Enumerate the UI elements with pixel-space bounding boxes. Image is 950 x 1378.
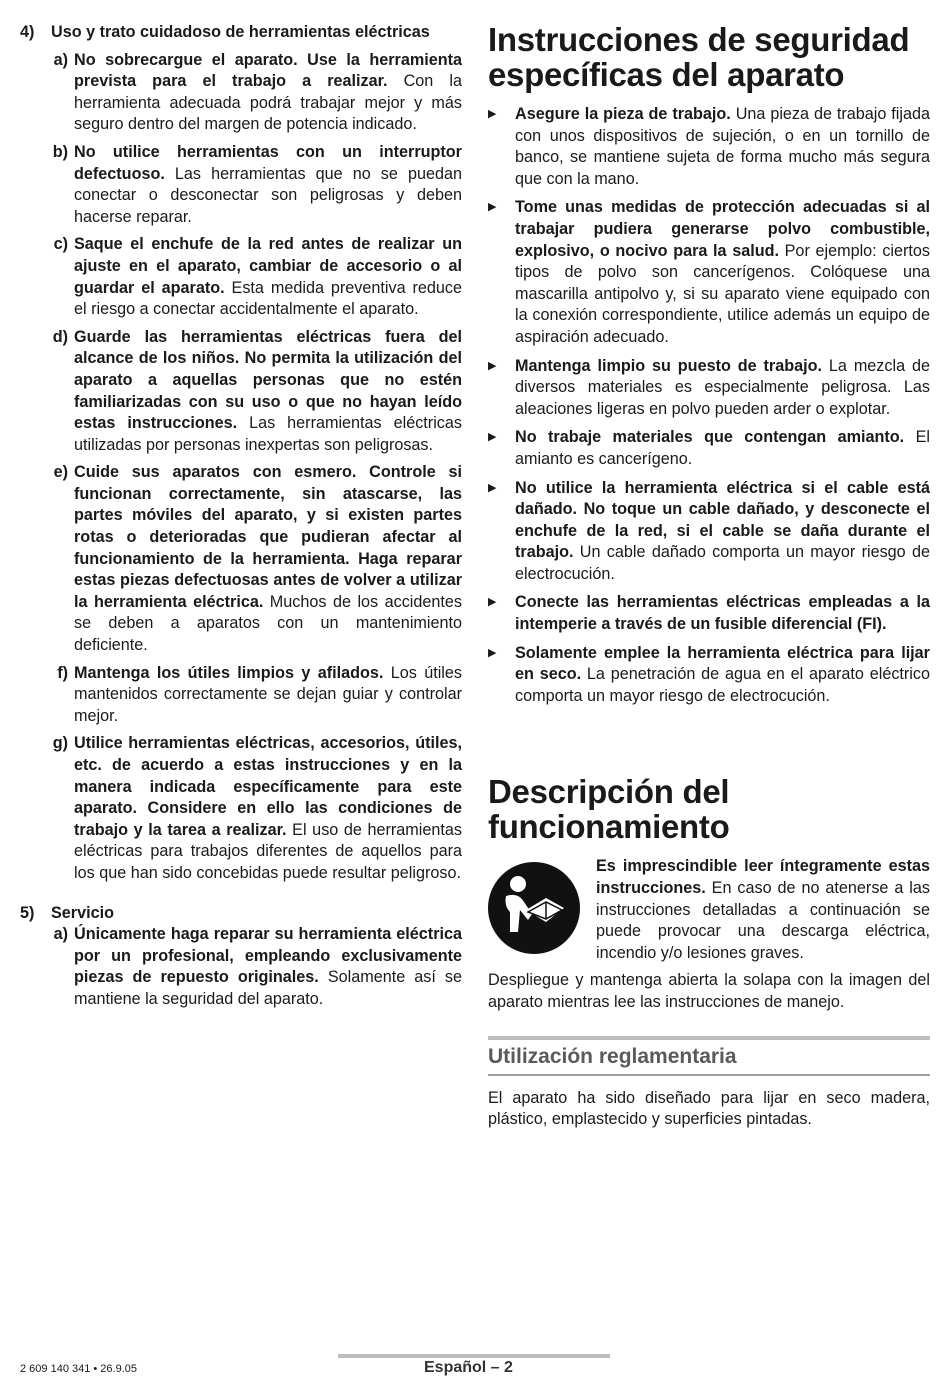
bullet-plain-text: La penetración de agua en el aparato eléctrico comporta un mayor riesgo de electrocución. [515, 665, 930, 705]
item-plain-text: Solamente así se mantiene la seguridad del aparato. [74, 968, 462, 1008]
section-5-items [20, 924, 462, 1010]
item-bold-text: No sobrecargue el aparato. Use la herramienta prevista para el trabajo a realizar. [74, 50, 462, 91]
item-bold-text: No utilice herramientas con un interruptor defectuoso. [74, 142, 462, 183]
safety-bullet [488, 104, 930, 190]
item-plain-text: Los útiles mantenidos correctamente se dejan guiar y controlar mejor. [74, 663, 462, 725]
safety-bullet [488, 643, 930, 708]
bullet-plain-text: Una pieza de trabajo fijada con unos dispositivos de sujeción, o en un tornillo de banco, se mantiene sujeta de forma mucho más segura que con la mano. [515, 105, 930, 188]
bullet-bold-text: No trabaje materiales que contengan amianto. [515, 428, 905, 447]
footer-page-number: Español – 2 [424, 1359, 513, 1376]
usage-text: El aparato ha sido diseñado para lijar en seco madera, plástico, emplastecido y superficies pintadas. [488, 1088, 930, 1129]
bullet-arrow-icon: ▶ [488, 431, 497, 444]
bullet-bold-text: Conecte las herramientas eléctricas empleadas a la intemperie a través de un fusible diferencial (FI). [515, 593, 930, 634]
usage-title: Utilización reglamentaria [488, 1036, 930, 1076]
item-plain-text: Las herramientas eléctricas utilizadas por personas inexpertas son peligrosas. [74, 414, 462, 454]
item-letter: g) [52, 734, 68, 753]
item-plain-text: El uso de herramientas eléctricas para trabajos diferentes de aquellos para los que han sido concebidas puede resultar peligroso. [74, 820, 462, 882]
section-5-heading [20, 903, 462, 925]
item-letter: e) [53, 463, 68, 482]
bullet-plain-text: Un cable dañado comporta un mayor riesgo de electrocución. [515, 543, 930, 583]
fold-out-text: Despliegue y mantenga abierta la solapa con la imagen del aparato mientras lee las instrucciones de manejo. [488, 971, 930, 1011]
item-bold-text: Saque el enchufe de la red antes de realizar un ajuste en el aparato, cambiar de accesorio o al guardar el aparato. [74, 235, 462, 297]
item-plain-text: Esta medida preventiva reduce el riesgo a conectar accidentalmente el aparato. [74, 278, 462, 319]
item-plain-text: Las herramientas que no se puedan conectar o desconectar son peligrosas y deben hacerse reparar. [74, 164, 462, 226]
item-plain-text: Muchos de los accidentes se deben a aparatos con un mantenimiento deficiente. [74, 592, 463, 655]
section-4-item-d [20, 327, 462, 457]
section-5-item-a [20, 924, 462, 1010]
section-4-heading [20, 22, 462, 44]
item-bold-text: Únicamente haga reparar su herramienta eléctrica por un profesional, empleando exclusivamente piezas de repuesto originales. [74, 925, 462, 987]
bullet-text [515, 592, 930, 635]
bullet-bold-text: No utilice la herramienta eléctrica si el cable está dañado. No toque un cable dañado, y desconecte el enchufe de la red, si el cable se daña durante el trabajo. [515, 478, 930, 562]
safety-bullet [488, 356, 930, 421]
item-text [74, 50, 462, 136]
section-4-items [20, 50, 462, 885]
section-4-item-g [20, 733, 462, 884]
notice-rest: En caso de no atenerse a las instrucciones detalladas a continuación se puede provocar una descarga eléctrica, incendio y/o lesiones graves. [596, 879, 930, 962]
footer-code: 2 609 140 341 • 26.9.05 [20, 1363, 138, 1375]
item-bold-text: Utilice herramientas eléctricas, accesorios, útiles, etc. de acuerdo a estas instrucciones y en la manera indicada específicamente para este aparato. Considere en ello las condiciones de trabajo y la tarea a realizar. [74, 734, 462, 839]
notice-bold: Es imprescindible leer íntegramente estas instrucciones. [596, 857, 930, 898]
item-text [74, 733, 462, 884]
bullet-text [515, 427, 930, 470]
safety-bullet [488, 478, 930, 586]
safety-bullet [488, 427, 930, 470]
bullet-arrow-icon: ▶ [488, 108, 497, 120]
section-4-item-c [20, 234, 462, 320]
bullet-arrow-icon: ▶ [488, 646, 497, 659]
section-5-number: 5) [20, 903, 35, 922]
bullet-bold-text: Solamente emplee la herramienta eléctrica para lijar en seco. [515, 643, 930, 684]
bullet-text [515, 356, 930, 421]
section-4-item-a [20, 50, 462, 136]
bullet-arrow-icon: ▶ [488, 359, 497, 372]
bullet-text [515, 197, 930, 348]
item-text [74, 327, 462, 457]
bullet-bold-text: Asegure la pieza de trabajo. [515, 105, 731, 123]
item-bold-text: Mantenga los útiles limpios y afilados. [74, 663, 384, 682]
section-4-number: 4) [20, 23, 35, 41]
safety-title: Instrucciones de seguridad específicas del aparato [488, 21, 910, 93]
bullet-bold-text: Mantenga limpio su puesto de trabajo. [515, 356, 823, 375]
item-letter: a) [53, 925, 68, 944]
item-bold-text: Cuide sus aparatos con esmero. Controle si funcionan correctamente, sin atascarse, las partes móviles del aparato, y si existen partes rotas o deterioradas que pudieran afectar al funcionamiento de la herramienta. Haga reparar estas piezas defectuosas antes de volver a utilizar la herramienta eléctrica. [74, 463, 462, 611]
read-manual-icon [488, 862, 580, 954]
section-4-item-f [20, 663, 462, 728]
item-text [74, 924, 462, 1010]
item-letter: b) [52, 142, 68, 161]
bullet-text [515, 478, 930, 586]
section-4-item-e [20, 462, 462, 656]
item-letter: d) [52, 327, 68, 346]
bullet-plain-text: La mezcla de diversos materiales es especialmente peligrosa. Las aleaciones ligeras en polvo pueden arder o explotar. [515, 356, 930, 418]
bullet-arrow-icon: ▶ [488, 596, 497, 609]
item-text [74, 234, 462, 320]
bullet-text [515, 643, 930, 708]
safety-bullet [488, 197, 930, 348]
bullet-plain-text: Por ejemplo: ciertos tipos de polvo son cancerígenos. Colóquese una mascarilla antipolvo y, si su aparato viene equipado con la conexión correspondiente, utilice además un equipo de aspiración adecuado. [515, 241, 931, 346]
description-title: Descripción del funcionamiento [488, 773, 730, 846]
section-4-title: Uso y trato cuidadoso de herramientas eléctricas [51, 23, 430, 41]
item-text [74, 142, 462, 228]
item-text [74, 462, 462, 656]
bullet-arrow-icon: ▶ [488, 481, 497, 494]
read-instructions-notice [488, 856, 930, 964]
safety-bullet [488, 592, 930, 635]
bullet-bold-text: Tome unas medidas de protección adecuadas si al trabajar pudiera generarse polvo combustible, explosivo, o nocivo para la salud. [515, 198, 930, 260]
bullet-arrow-icon: ▶ [488, 201, 497, 214]
left-column [20, 22, 462, 1017]
section-5-title: Servicio [51, 903, 114, 922]
item-letter: c) [53, 235, 68, 254]
item-letter: f) [57, 663, 68, 682]
bullet-plain-text: El amianto es cancerígeno. [515, 428, 930, 468]
bullet-text [515, 104, 930, 190]
notice-text [596, 856, 930, 964]
safety-bullets [488, 104, 930, 707]
section-4-item-b [20, 142, 462, 228]
right-column [488, 22, 930, 1131]
item-plain-text: Con la herramienta adecuada podrá trabajar mejor y más seguro dentro del margen de potencia indicado. [74, 72, 462, 134]
item-bold-text: Guarde las herramientas eléctricas fuera del alcance de los niños. No permita la utilización del aparato a aquellas personas que no estén familiarizadas con su uso o que no hayan leído estas instrucciones. [74, 327, 462, 433]
item-text [74, 663, 462, 728]
item-letter: a) [53, 50, 68, 69]
